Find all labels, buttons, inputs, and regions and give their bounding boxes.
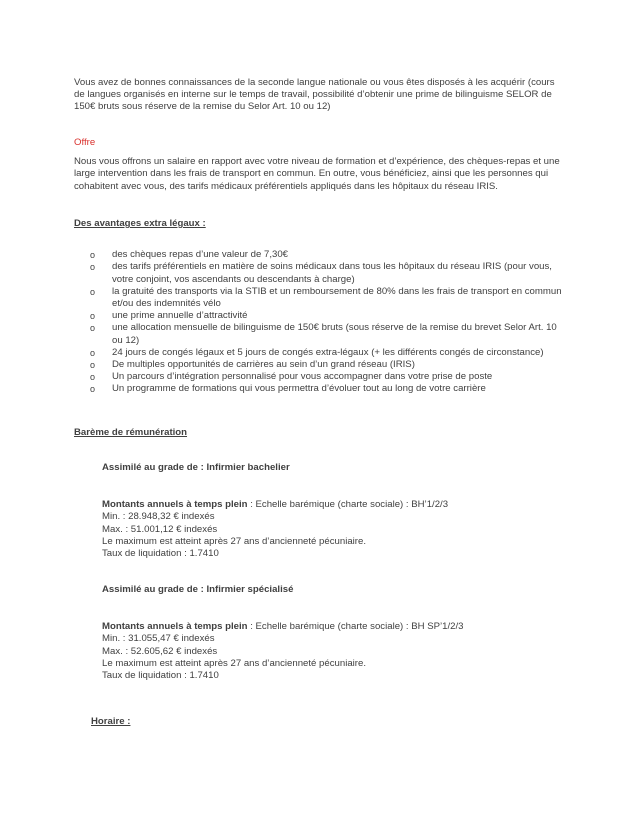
bullet-icon: o [90,286,96,297]
list-item: o la gratuité des transports via la STIB et un remboursement de 80% dans les frais de transport en commun et/ou des indemnités vélo [90,285,562,310]
grade-label: Assimilé au grade de : Infirmier bachelier [102,462,290,473]
benefits-section [74,218,564,396]
grade-label: Assimilé au grade de : Infirmier spécialisé [102,584,294,595]
seniority-note: Le maximum est atteint après 27 ans d’ancienneté pécuniaire. [102,535,366,547]
schedule-heading: Horaire : [91,716,131,727]
bullet-icon: o [90,372,96,383]
offer-text: Nous vous offrons un salaire en rapport avec votre niveau de formation et d’expérience, des chèques-repas et une large intervention dans les frais de transport en commun. En outre, vous bénéficiez, ainsi que les personnes qui cohabitent avec vous, des tarifs médicaux préférentiels appliqués dans les hôpitaux du réseau IRIS. [74,156,560,192]
benefits-list [74,249,564,395]
max-amount: Max. : 51.001,12 € indexés [102,523,218,535]
list-item: o Un programme de formations qui vous permettra d’évoluer tout au long de votre carrière [90,383,486,395]
grade-specialise [102,584,542,682]
max-amount: Max. : 52.605,62 € indexés [102,645,218,657]
intro-paragraph [74,77,564,114]
salary-heading: Barème de rémunération [74,427,188,438]
liquidation-rate: Taux de liquidation : 1.7410 [102,670,219,682]
bullet-icon: o [90,347,96,358]
offer-section [74,137,564,193]
list-item: o De multiples opportunités de carrières au sein d’un grand réseau (IRIS) [90,359,415,371]
bullet-icon: o [90,311,96,322]
liquidation-rate: Taux de liquidation : 1.7410 [102,548,219,560]
intro-text: Vous avez de bonnes connaissances de la seconde langue nationale ou vous êtes disposés à les acquérir (cours de langues organisés en interne sur le temps de travail, possibilité d’obtenir une prime de bilinguisme SELOR de 150€ bruts sous réserve de la remise du Selor Art. 10 ou 12) [74,77,555,113]
list-item: o une prime annuelle d’attractivité [90,310,248,322]
bullet-icon: o [90,262,96,273]
salary-heading-block [74,427,564,439]
list-item: o une allocation mensuelle de bilinguisme de 150€ bruts (sous réserve de la remise du brevet Selor Art. 10 ou 12) [90,322,557,346]
bullet-icon: o [90,360,96,371]
bullet-icon: o [90,384,96,395]
min-amount: Min. : 31.055,47 € indexés [102,633,215,645]
min-amount: Min. : 28.948,32 € indexés [102,511,215,523]
schedule-section [91,716,130,728]
grade-bachelier [102,462,542,560]
list-item: o 24 jours de congés légaux et 5 jours de congés extra-légaux (+ les différents congés de circonstance) [90,346,544,358]
list-item: o Un parcours d’intégration personnalisé pour vous accompagner dans votre prise de poste [90,371,493,383]
bullet-icon: o [90,250,96,261]
scale-line: Montants annuels à temps plein : Echelle barémique (charte sociale) : BH SP’1/2/3 [102,621,464,633]
offer-heading: Offre [74,137,96,148]
scale-line: Montants annuels à temps plein : Echelle barémique (charte sociale) : BH’1/2/3 [102,499,449,511]
list-item: o des chèques repas d’une valeur de 7,30€ [90,249,289,261]
seniority-note: Le maximum est atteint après 27 ans d’ancienneté pécuniaire. [102,657,366,669]
bullet-icon: o [90,323,96,334]
list-item: o des tarifs préférentiels en matière de soins médicaux dans tous les hôpitaux du réseau IRIS (pour vous, votre conjoint, vos ascendants ou descendants à charge) [90,261,552,285]
benefits-heading: Des avantages extra légaux : [74,218,206,229]
